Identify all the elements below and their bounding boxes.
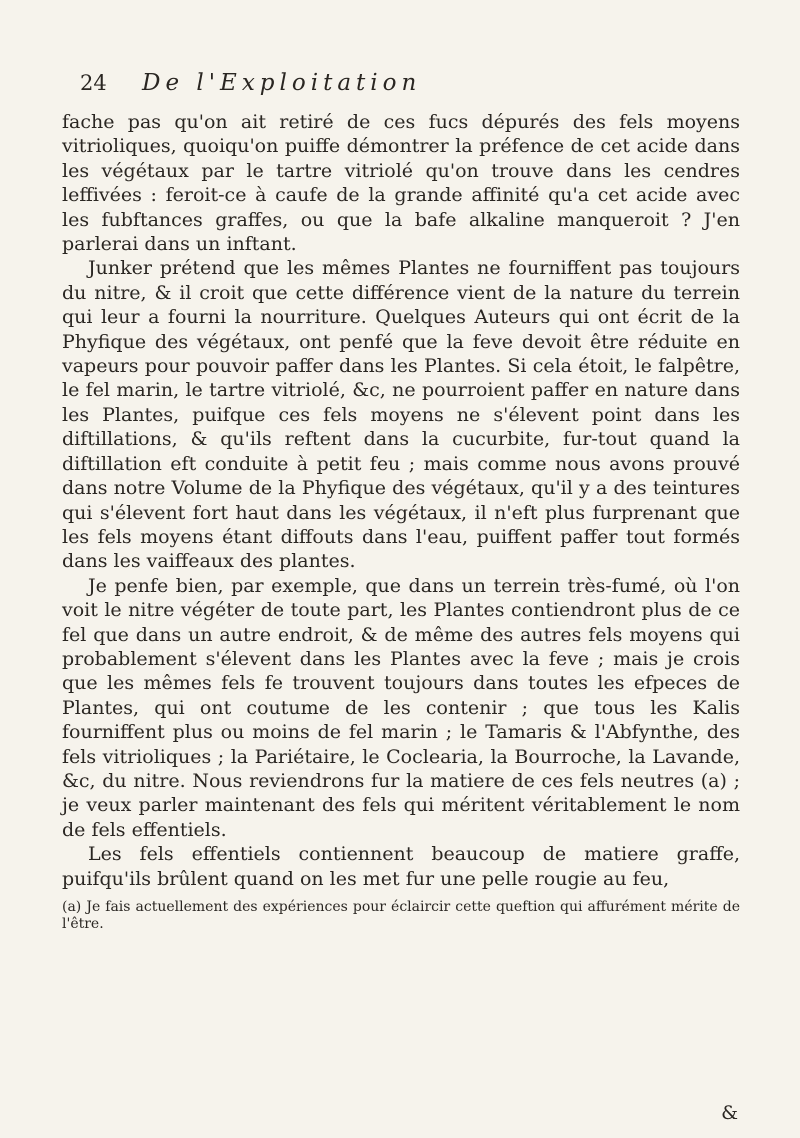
paragraph-4: Les fels effentiels contiennent beaucoup de matiere graffe, puifqu'ils brûlent quand on les met fur une pelle rougie au feu, xyxy=(62,843,740,890)
page-header xyxy=(80,70,740,106)
paragraph-3: Je penfe bien, par exemple, que dans un terrein très-fumé, où l'on voit le nitre végéter de toute part, les Plantes contiendront plus de ce fel que dans un autre endroit, & de même des autres fels moyens qui probablement s'élevent dans les Plantes avec la feve ; mais je crois que les mêmes fels fe trouvent toujours dans toutes les efpeces de Plantes, qui ont coutume de les contenir ; que tous les Kalis fourniffent plus ou moins de fel marin ; le Tamaris & l'Abfynthe, des fels vitrioliques ; la Pariétaire, le Coclearia, la Bourroche, la Lavande, &c, du nitre. Nous reviendrons fur la matiere de ces fels neutres (a) ; je veux parler maintenant des fels qui méritent véritablement le nom de fels effentiels. xyxy=(62,574,740,841)
footnote: (a) Je fais actuellement des expériences pour éclaircir cette queftion qui affurément mérite de l'être. xyxy=(62,899,740,932)
catchword: & xyxy=(721,1102,738,1124)
running-head: De l'Exploitation xyxy=(142,70,422,96)
paragraph-1: fache pas qu'on ait retiré de ces fucs dépurés des fels moyens vitrioliques, quoiqu'on puiffe démontrer la préfence de cet acide dans les végétaux par le tartre vitriolé qu'on trouve dans les cendres leffivées : feroit-ce à caufe de la grande affinité qu'a cet acide avec les fubftances graffes, ou que la bafe alkaline manqueroit ? J'en parlerai dans un inftant. xyxy=(62,111,740,256)
page-number: 24 xyxy=(80,71,107,95)
body-text xyxy=(62,110,740,891)
paragraph-2: Junker prétend que les mêmes Plantes ne fourniffent pas toujours du nitre, & il croit que cette différence vient de la nature du terrein qui leur a fourni la nourriture. Quelques Auteurs qui ont écrit de la Phyfique des végétaux, ont penfé que la feve devoit être réduite en vapeurs pour pouvoir paffer dans les Plantes. Si cela étoit, le falpêtre, le fel marin, le tartre vitriolé, &c, ne pourroient paffer en nature dans les Plantes, puifque ces fels moyens ne s'élevent point dans les diftillations, & qu'ils reftent dans la cucurbite, fur-tout quand la diftillation eft conduite à petit feu ; mais comme nous avons prouvé dans notre Volume de la Phyfique des végétaux, qu'il y a des teintures qui s'élevent fort haut dans les végétaux, il n'eft plus furprenant que les fels moyens étant diffouts dans l'eau, puiffent paffer tout formés dans les vaiffeaux des plantes. xyxy=(62,257,740,573)
